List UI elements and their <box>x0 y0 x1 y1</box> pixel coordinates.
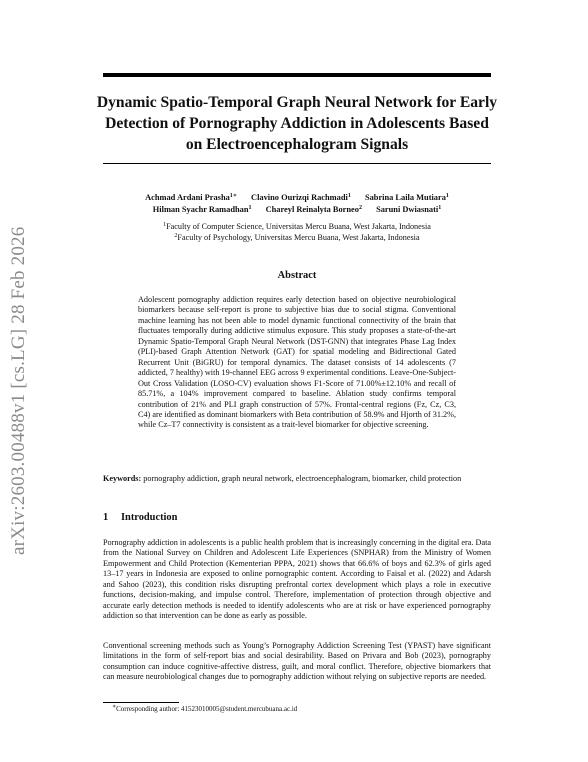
keywords-label: Keywords: <box>103 474 142 483</box>
footnote-text: Corresponding author: 41523010005@student.mercubuana.ac.id <box>116 705 298 713</box>
affiliation-mark: 2 <box>174 233 178 239</box>
author-affiliation-mark: 1 <box>445 193 449 199</box>
affiliation-text: Faculty of Psychology, Universitas Mercu Buana, West Jakarta, Indonesia <box>177 233 420 242</box>
section-heading <box>103 512 491 523</box>
title-top-rule <box>103 73 491 77</box>
arxiv-identifier: arXiv:2603.00488v1 [cs.LG] 28 Feb 2026 <box>8 226 29 555</box>
author-affiliation-mark: 1 <box>248 205 252 211</box>
intro-paragraph: Conventional screening methods such as Young’s Pornography Addiction Screening Test (YPAST) have significant limitations in the form of self-report bias and social desirability. Based on Privara and Bob (2023), pornography consumption can induce cognitive-affective distress, guilt, and moral conflict. Therefore, objective biomarkers that can measure neurobiological changes due to pornography addiction without relying on subjective reports are needed. <box>103 641 491 682</box>
footnote-rule <box>103 702 179 703</box>
author-name: Sabrina Laila Mutiara <box>364 193 446 202</box>
author-name: Chareyl Reinalyta Borneo <box>265 205 359 214</box>
author-name: Saruni Dwiasnati <box>376 205 439 214</box>
author-affiliation-mark: 2 <box>358 205 362 211</box>
section-title: Introduction <box>121 512 178 523</box>
affiliation-line <box>95 232 499 243</box>
author-name: Hilman Syachr Ramadhan <box>152 205 249 214</box>
author-affiliation-mark: 1∗ <box>229 193 237 199</box>
keywords-text: pornography addiction, graph neural network, electroencephalogram, biomarker, child protection <box>143 474 462 483</box>
section-number: 1 <box>103 512 109 523</box>
author-line-2 <box>95 204 499 216</box>
affiliation-line <box>95 221 499 232</box>
author-line-1 <box>95 192 499 204</box>
affiliation-text: Faculty of Computer Science, Universitas Mercu Buana, West Jakarta, Indonesia <box>166 222 431 231</box>
abstract-heading: Abstract <box>277 270 317 281</box>
footnote <box>112 705 492 714</box>
footnote-mark: ∗ <box>112 704 117 710</box>
author-affiliation-mark: 1 <box>347 193 351 199</box>
keywords <box>103 473 491 484</box>
title-bottom-rule <box>103 163 491 164</box>
paper-title: Dynamic Spatio-Temporal Graph Neural Network for Early Detection of Pornography Addiction in Adolescents Based on Electroencephalogram Signals <box>96 94 498 153</box>
affiliations <box>95 221 499 243</box>
author-name: Clavino Ourizqi Rachmadi <box>251 193 348 202</box>
author-name: Achmad Ardani Prasha <box>145 193 230 202</box>
author-affiliation-mark: 1 <box>438 205 442 211</box>
abstract-body: Adolescent pornography addiction requires early detection based on objective neurobiological biomarkers because self-report is prone to subjective bias due to social stigma. Conventional machine learning has not been able to model dynamic functional connectivity of the brain that fluctuates temporally during addictive stimulus exposure. This study proposes a state-of-the-art Dynamic Spatio-Temporal Graph Neural Network (DST-GNN) that integrates Phase Lag Index (PLI)-based Graph Attention Network (GAT) for spatial modeling and Bidirectional Gated Recurrent Unit (BiGRU) for temporal dynamics. The dataset consists of 14 adolescents (7 addicted, 7 healthy) with 19-channel EEG across 9 experimental conditions. Leave-One-Subject-Out Cross Validation (LOSO-CV) evaluation shows F1-Score of 71.00%±12.10% and recall of 85.71%, a 104% improvement compared to baseline. Ablation study confirms temporal contribution of 21% and PLI graph construction of 57%. Frontal-central regions (Fz, Cz, C3, C4) are identified as dominant biomarkers with Beta contribution of 58.9% and Hjorth of 31.2%, while Cz–T7 connectivity is consistent as a trait-level biomarker for objective screening. <box>138 295 456 430</box>
affiliation-mark: 1 <box>163 222 167 228</box>
author-list <box>95 192 499 216</box>
intro-paragraph: Pornography addiction in adolescents is a public health problem that is increasingly concerning in the digital era. Data from the National Survey on Children and Adolescent Life Experiences (SNPHAR) from the Ministry of Women Empowerment and Child Protection (Kementerian PPPA, 2021) shows that 66.6% of boys and 62.3% of girls aged 13–17 years in Indonesia are exposed to online pornographic content. According to Faisal et al. (2022) and Adarsh and Sahoo (2023), this condition risks disrupting prefrontal cortex development which plays a role in executive functions, decision-making, and impulse control. Therefore, implementation of protection through objective and accurate early detection methods is needed to identify adolescents who are at risk or have experienced pornography addiction so that intervention can be done as early as possible. <box>103 538 491 621</box>
